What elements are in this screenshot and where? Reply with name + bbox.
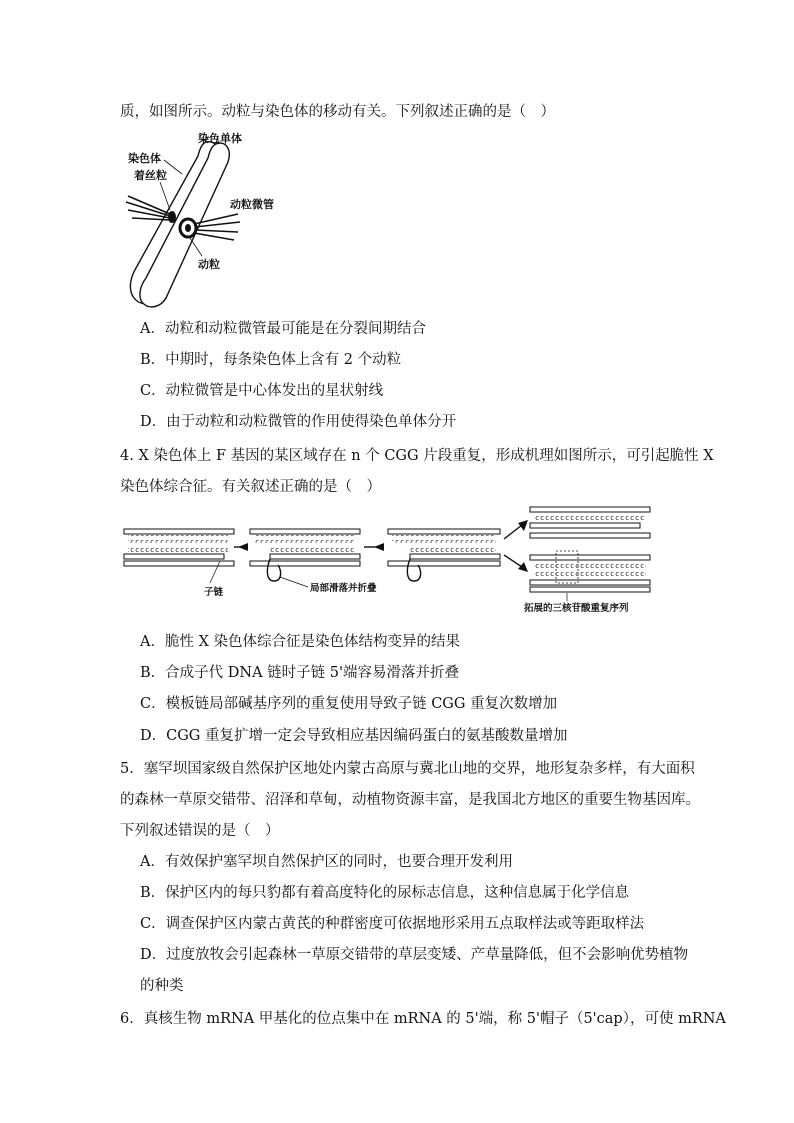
label-kt-microtubule: 动粒微管 [230, 198, 274, 211]
label-centromere: 着丝粒 [134, 169, 167, 182]
label-daughter-strand: 子链 [204, 587, 224, 598]
q3-option-a: A．动粒和动粒微管最可能是在分裂间期结合 [140, 321, 426, 337]
q5-option-d: D．过度放牧会引起森林一草原交错带的草层变矮、产草量降低，但不会影响优势植物 [140, 947, 689, 963]
label-slip-fold: 局部滑落并折叠 [310, 583, 377, 594]
q5-option-c: C．调查保护区内蒙古黄芪的种群密度可依据地形采用五点取样法或等距取样法 [140, 916, 645, 932]
label-expanded-repeat: 拓展的三核苷酸重复序列 [524, 603, 629, 614]
left-microtubules [126, 196, 170, 220]
q5-stem-line2: 的森林一草原交错带、沼泽和草甸，动植物资源丰富，是我国北方地区的重要生物基因库。 [120, 792, 700, 808]
q3-option-d: D．由于动粒和动粒微管的作用使得染色单体分开 [140, 414, 457, 430]
panel-3 [388, 529, 500, 581]
q5-option-b: B．保护区内的每只豹都有着高度特化的尿标志信息，这种信息属于化学信息 [140, 885, 630, 901]
panel-2 [250, 529, 377, 594]
panel-1 [124, 529, 234, 598]
panel-4-bottom [523, 551, 650, 614]
q4-option-c: C．模板链局部碱基序列的重复使用导致子链 CGG 重复次数增加 [140, 696, 558, 712]
q5-stem-line1: 5．塞罕坝国家级自然保护区地处内蒙古高原与冀北山地的交界，地形复杂多样，有大面积 [120, 761, 695, 777]
q5-option-a: A．有效保护塞罕坝自然保护区的同时，也要合理开发利用 [140, 854, 513, 870]
label-chromatid: 染色单体 [198, 132, 242, 145]
dna-slippage-figure [120, 505, 680, 620]
q5-stem-line3: 下列叙述错误的是（ ） [120, 823, 280, 839]
q4-stem-line2: 染色体综合征。有关叙述正确的是（ ） [120, 479, 381, 495]
q3-option-b: B．中期时，每条染色体上含有 2 个动粒 [140, 352, 402, 368]
label-kinetochore: 动粒 [198, 258, 220, 271]
q4-stem-line1: 4. X 染色体上 F 基因的某区域存在 n 个 CGG 片段重复，形成机理如图所示，可引起脆性 X [120, 448, 714, 464]
panel-4-top [530, 507, 650, 538]
q4-option-a: A．脆性 X 染色体综合征是染色体结构变异的结果 [140, 634, 461, 650]
q4-option-d: D．CGG 重复扩增一定会导致相应基因编码蛋白的氨基酸数量增加 [140, 728, 568, 744]
q3-stem: 质，如图所示。动粒与染色体的移动有关。下列叙述正确的是（ ） [120, 104, 555, 120]
label-chromosome: 染色体 [128, 152, 161, 165]
q4-option-b: B．合成子代 DNA 链时子链 5'端容易滑落并折叠 [140, 665, 459, 681]
q6-stem-line1: 6．真核生物 mRNA 甲基化的位点集中在 mRNA 的 5'端，称 5'帽子（5'cap），可使 mRNA [120, 1011, 726, 1027]
chromosome-figure [120, 130, 290, 310]
q3-option-c: C．动粒微管是中心体发出的星状射线 [140, 383, 384, 399]
q5-option-d-continued: 的种类 [140, 978, 184, 994]
